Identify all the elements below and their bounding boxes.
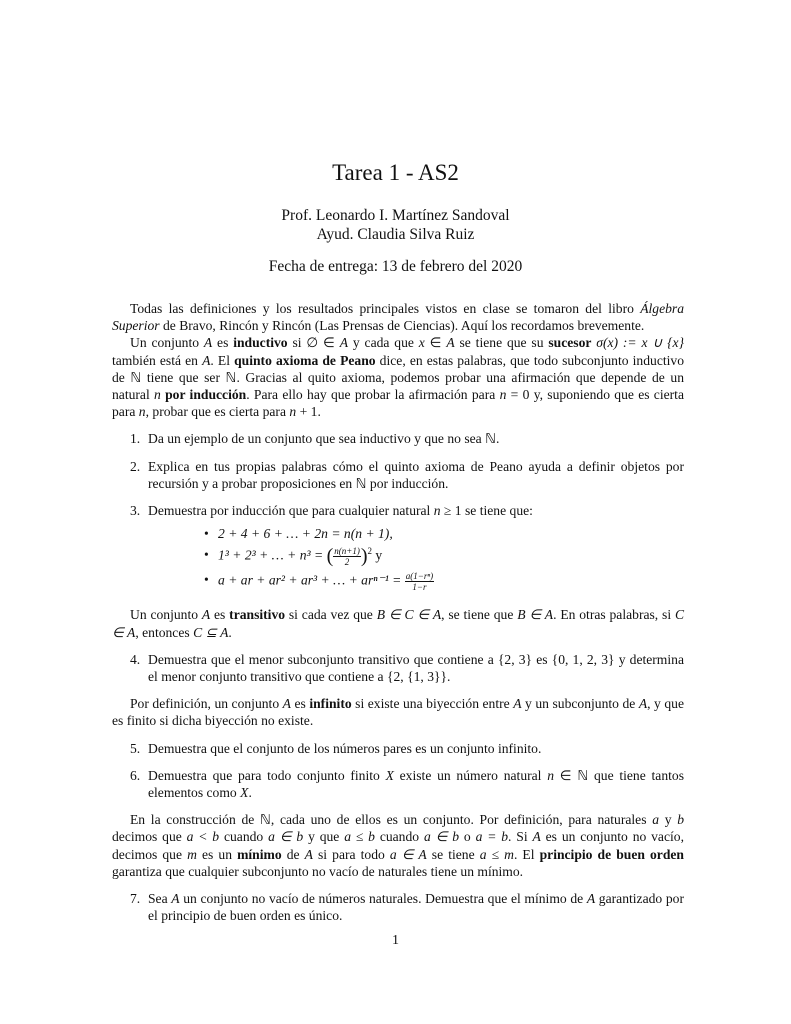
text-run: , y que es finito si dicha biyección no existe. [112, 696, 685, 729]
exercise-4 [112, 651, 684, 685]
bullet-icon: • [204, 547, 209, 563]
text-run: y cada que [348, 335, 419, 351]
math-expression: a [652, 812, 660, 828]
authors-block [0, 206, 791, 244]
text-run: y [659, 812, 678, 828]
text-run: = 0 y, suponiendo que es cierta para [112, 387, 684, 420]
math-expression: σ(x) := x ∪ {x} [596, 335, 685, 351]
exercise-6 [112, 767, 684, 801]
bold-term: principio de buen orden [539, 846, 684, 862]
text-run: . [248, 785, 252, 801]
math-expression: n [138, 404, 146, 420]
math-expression: A [203, 335, 213, 351]
text-run: Demuestra que el menor subconjunto transitivo que contiene a {2, 3} es {0, 1, 2, 3} y determina el menor conjunto transitivo que contiene a {2, {1, 3}}. [148, 651, 684, 685]
text-run: de [281, 846, 305, 862]
text-run: . Para ello hay que probar la afirmación para [246, 387, 500, 403]
fraction-denominator: 1−r [412, 582, 427, 593]
text-run: dice, en estas palabras, que todo subconjunto inductivo de ℕ tiene que ser ℕ. Gracias al quito axioma, podemos probar una afirmación que depende de un natural [112, 352, 685, 403]
exercise-text [148, 891, 684, 923]
math-expression: A [339, 335, 349, 351]
text-run: Un conjunto [130, 607, 202, 623]
text-run: cuando [374, 829, 424, 845]
math-expression: n [547, 767, 554, 783]
text-run: Todas las definiciones y los resultados principales vistos en clase se tomaron del libro [130, 301, 641, 316]
text-run: o [459, 829, 476, 845]
exercise-1 [112, 430, 684, 447]
text-run: garantiza que cualquier subconjunto no vacío de naturales tiene un mínimo. [112, 863, 524, 879]
math-expression: x [418, 335, 425, 351]
formula-left: 1³ + 2³ + … + n³ = [218, 548, 324, 564]
math-expression: A [282, 696, 291, 712]
text-run: si para todo [312, 846, 390, 862]
bold-term: inductivo [233, 335, 288, 351]
order-definition [112, 811, 684, 880]
math-expression: b [677, 812, 685, 828]
math-expression: a ∈ A [389, 846, 427, 862]
text-run: Demuestra que el conjunto de los números pares es un conjunto infinito. [148, 740, 542, 756]
text-run: un conjunto no vacío de números naturales. Demuestra que el mínimo de [179, 891, 587, 907]
fraction-numerator: a(1−rⁿ) [405, 571, 434, 582]
bullet-icon: • [204, 572, 209, 588]
text-run: Explica en tus propias palabras cómo el quinto axioma de Peano ayuda a definir objetos por recursión y a probar proposiciones en ℕ por inducción. [148, 458, 684, 491]
text-run: ≥ 1 se tiene que: [440, 503, 533, 519]
italic-text: Álgebra Superior [112, 301, 684, 334]
math-expression: n [433, 503, 441, 519]
text-run: es [210, 607, 230, 623]
text-run: si cada vez que [285, 607, 377, 623]
math-expression: a < b [186, 829, 220, 845]
fraction [405, 571, 434, 592]
text-run: es un [196, 846, 238, 862]
document-body [112, 300, 684, 924]
math-expression: C ⊆ A [193, 624, 229, 640]
exercise-text [148, 503, 533, 518]
text-run: . Si [508, 829, 533, 845]
intro-paragraph-1 [112, 300, 684, 334]
math-expression: A [586, 891, 596, 907]
math-expression: A [201, 607, 211, 623]
math-expression: n [154, 387, 161, 403]
text-run: , entonces [135, 624, 194, 640]
exercise-list-2 [112, 651, 684, 685]
formula-1 [148, 525, 684, 542]
formula-tail: y [372, 548, 383, 564]
math-expression: A [171, 891, 180, 907]
text-run: también está en [112, 352, 203, 368]
exercise-7 [112, 890, 684, 924]
text-run: . [228, 624, 232, 640]
bold-term: transitivo [229, 607, 286, 623]
exponent: 2 [367, 546, 373, 557]
math-expression: A [513, 696, 522, 712]
text-run: y un subconjunto de [521, 696, 639, 712]
text-run: Sea [148, 891, 172, 907]
formula-left: a + ar + ar² + ar³ + … + arⁿ⁻¹ = [218, 573, 402, 589]
intro-paragraph-2 [112, 334, 684, 420]
text-run: se tiene [426, 846, 480, 862]
math-expression: C ∈ A [112, 607, 685, 640]
exercise-list-3 [112, 740, 684, 802]
math-expression: A [446, 335, 455, 351]
exercise-5 [112, 740, 684, 757]
math-expression: B ∈ C ∈ A [376, 607, 442, 623]
exercise-text [148, 459, 684, 491]
bold-term: sucesor [548, 335, 592, 351]
text-run: existe un número natural [393, 767, 548, 783]
fraction-numerator: n(n+1) [334, 546, 360, 557]
text-run: . En otras palabras, si [553, 607, 675, 623]
page-number: 1 [392, 933, 399, 948]
math-expression: A [532, 829, 541, 845]
exercise-text [148, 768, 684, 800]
text-run: Demuestra por inducción que para cualquier natural [148, 503, 434, 519]
math-expression: m [187, 846, 197, 862]
document-title: Tarea 1 - AS2 [332, 160, 459, 185]
text-run: de Bravo, Rincón y Rincón (Las Prensas de Ciencias). Aquí los recordamos brevemente. [159, 318, 645, 334]
exercise-list-1 [112, 430, 684, 592]
math-expression: a ≤ m [479, 846, 514, 862]
math-expression: a = b [475, 829, 509, 845]
text-run: es [212, 335, 234, 351]
text-run: + 1. [296, 404, 321, 420]
exercise-number: 4. [130, 651, 141, 667]
text-run: garantizado por el principio de buen orden es único. [148, 891, 684, 924]
exercise-3 [112, 502, 684, 592]
exercise-2 [112, 458, 684, 492]
exercise-text [148, 431, 499, 446]
text-run: ∈ ℕ que tiene tantos elementos como [148, 767, 684, 801]
bold-term: quinto axioma de Peano [234, 352, 376, 368]
text-run: es un conjunto no vacío, decimos que [112, 829, 684, 862]
text-run: se tiene que su [454, 335, 549, 351]
exercise-number: 3. [130, 503, 141, 519]
text-run: es [290, 696, 310, 712]
math-expression: n [499, 387, 507, 403]
exercise-number: 6. [130, 767, 141, 783]
text-run: y que [303, 829, 345, 845]
text-run: Demuestra que para todo conjunto finito [148, 767, 386, 783]
text-run: si ∅ ∈ [287, 335, 340, 351]
text-run: ∈ [424, 335, 447, 351]
math-expression: X [385, 767, 394, 783]
text-run: , probar que es cierta para [145, 404, 290, 420]
text-run: cuando [219, 829, 269, 845]
due-date: Fecha de entrega: 13 de febrero del 2020 [268, 258, 523, 275]
math-expression: a ≤ b [344, 829, 375, 845]
fraction [333, 546, 361, 567]
formula-3 [148, 571, 684, 592]
exercise-text [148, 741, 541, 756]
exercise-number: 7. [130, 891, 141, 907]
assistant-name: Ayud. Claudia Silva Ruiz [316, 226, 475, 243]
exercise-number: 1. [130, 431, 141, 447]
bold-term: por inducción [165, 387, 247, 403]
text-run: . El [513, 846, 540, 862]
math-expression: A [638, 696, 648, 712]
formula-text: 2 + 4 + 6 + … + 2n = n(n + 1), [218, 526, 393, 542]
math-expression: B ∈ A [517, 607, 554, 623]
exercise-text [148, 652, 684, 684]
text-run: Un conjunto [130, 335, 204, 351]
text-run: En la construcción de ℕ, cada uno de ellos es un conjunto. Por definición, para naturales [130, 812, 653, 828]
fraction-denominator: 2 [344, 557, 350, 568]
text-run: Por definición, un conjunto [130, 696, 283, 712]
text-run: decimos que [112, 829, 187, 845]
exercise-number: 5. [130, 740, 141, 756]
math-expression: n [289, 404, 297, 420]
text-run: Da un ejemplo de un conjunto que sea inductivo y que no sea ℕ. [148, 431, 500, 447]
bold-term: mínimo [237, 846, 282, 862]
bullet-icon: • [204, 526, 209, 542]
exercise-number: 2. [130, 458, 141, 474]
math-expression: A [304, 846, 313, 862]
math-expression: A [202, 352, 211, 368]
infinite-definition [112, 695, 684, 729]
transitive-definition [112, 606, 684, 640]
bold-term: infinito [309, 696, 352, 712]
exercise-list-4 [112, 890, 684, 924]
math-expression: X [240, 785, 249, 801]
formula-list [148, 525, 684, 592]
text-run: si existe una biyección entre [351, 696, 514, 712]
text-run: . El [210, 352, 235, 368]
math-expression: a ∈ b [268, 829, 304, 845]
professor-name: Prof. Leonardo I. Martínez Sandoval [281, 207, 510, 224]
math-expression: a ∈ b [423, 829, 460, 845]
text-run: , se tiene que [441, 607, 518, 623]
formula-2: • 1³ + 2³ + … + n³ = ( $\frac{n(n+1)}{2}$ )$^2$ y [204, 545, 383, 568]
